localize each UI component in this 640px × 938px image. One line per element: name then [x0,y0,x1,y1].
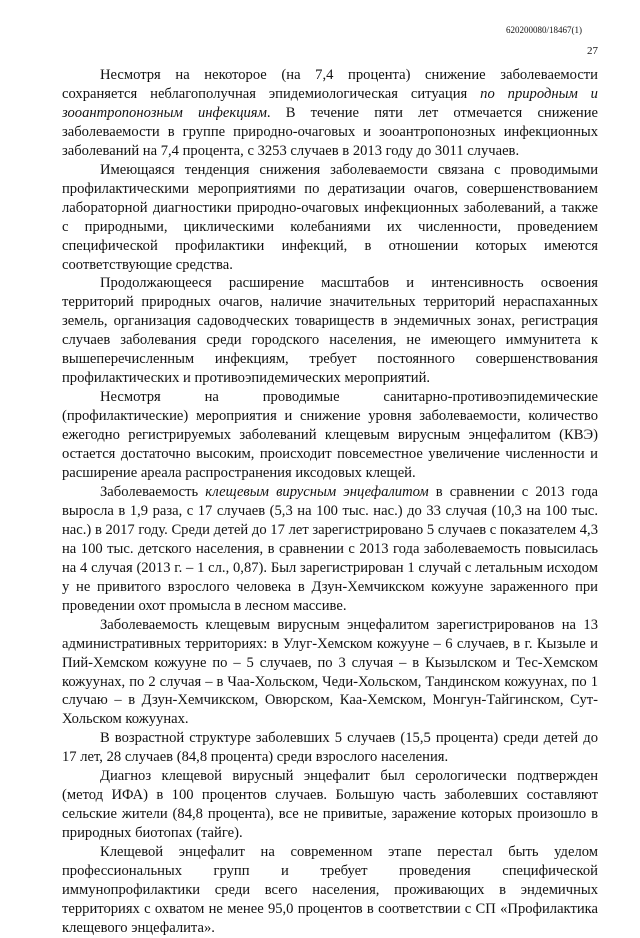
text-run: В возрастной структуре заболевших 5 случаев (15,5 процента) среди детей до 17 лет, 28 случаев (84,8 процента) среди взрослого населения. [62,730,598,766]
text-run: Диагноз клещевой вирусный энцефалит был серологически подтвержден (метод ИФА) в 100 процентов случаев. Большую часть заболевших составляют сельские жители (84,8 процента), все не привитые, заражение которых произошло в природных биотопах (тайге). [62,768,598,842]
paragraph [62,483,598,616]
text-run: Заболеваемость клещевым вирусным энцефалитом зарегистрированов на 13 административных территориях: в Улуг-Хемском кожууне – 6 случаев, в г. Кызыле и Пий-Хемском кожууне по – 5 случаев, по 3 случая – в Кызылском и Тес-Хемском кожуунах, по 2 случая – в Чаа-Хольском, Чеди-Хольском, Тандинском кожуунах, по 1 случаю – в Дзун-Хемчикском, Овюрском, Каа-Хемском, Монгун-Тайгинском, Сут-Хольском кожуунах. [62,616,598,728]
body-text [62,66,598,938]
page-number: 27 [587,45,598,57]
paragraph [62,388,598,483]
text-run: в сравнении с 2013 года выросла в 1,9 раза, с 17 случаев (5,3 на 100 тыс. нас.) до 33 случая (10,3 на 100 тыс. нас.) в 2017 году. Среди детей до 17 лет зарегистрировано 5 случаев с показателем 4,3 на 100 тыс. детского населения, в сравнении с 2013 года заболеваемость повысилась на 4 случая (2013 г. – 1 сл., 0,87). Был зарегистрирован 1 случай с летальным исходом у не привитого взрослого человека в Дзун-Хемчикском кожууне зараженного при проведении охот промысла в лесном массиве. [62,483,599,614]
italic-text: клещевым вирусным энцефалитом [205,483,429,500]
paragraph [62,843,598,938]
document-number: 620200080/18467(1) [506,25,582,35]
paragraph [62,616,598,730]
paragraph [62,161,598,275]
text-run: Несмотря на некоторое (на 7,4 процента) снижение заболеваемости сохраняется неблагополучная эпидемиологическая ситуация [62,67,598,102]
italic-text: по природным и зооантропонозным инфекциям [62,85,598,121]
text-run: Имеющаяся тенденция снижения заболеваемости связана с проводимыми профилактическими мероприятиями по дератизации очагов, совершенствованием лабораторной диагностики природно-очаговых инфекционных заболеваний, а также с природными, циклическими колебаниями их численности, проведением специфической профилактики инфекций, в отношении которых имеются соответствующие средства. [62,161,598,273]
paragraph [62,767,598,843]
paragraph [62,66,598,161]
text-run: Продолжающееся расширение масштабов и интенсивность освоения территорий природных очагов, наличие значительных территорий нераспаханных земель, организация садоводческих товариществ в эндемичных зонах, регистрация случаев заболевания среди городского населения, не имеющего иммунитета к вышеперечисленным инфекциям, требует постоянного совершенствования профилактических и противоэпидемических мероприятий. [62,275,598,387]
text-run: Несмотря на проводимые санитарно-противоэпидемические (профилактические) мероприятия и снижение уровня заболеваемости, количество ежегодно регистрируемых заболеваний клещевым вирусным энцефалитом (КВЭ) остается достаточно высоким, происходит повсеместное увеличение численности и расширение ареала распространения иксодовых клещей. [62,389,598,482]
paragraph [62,729,598,767]
text-run: . В течение пяти лет отмечается снижение заболеваемости в группе природно-очаговых и зооантропонозных инфекционных заболеваний на 7,4 процента, с 3253 случаев в 2013 году до 3011 случаев. [62,104,599,159]
text-run: Заболеваемость [100,483,206,500]
paragraph [62,274,598,388]
text-run: Клещевой энцефалит на современном этапе перестал быть уделом профессиональных групп и требует проведения специфической иммунопрофилактики среди всего населения, проживающих в эндемичных территориях с охватом не менее 95,0 процентов в соответствии с СП «Профилактика клещевого энцефалита». [62,844,598,936]
